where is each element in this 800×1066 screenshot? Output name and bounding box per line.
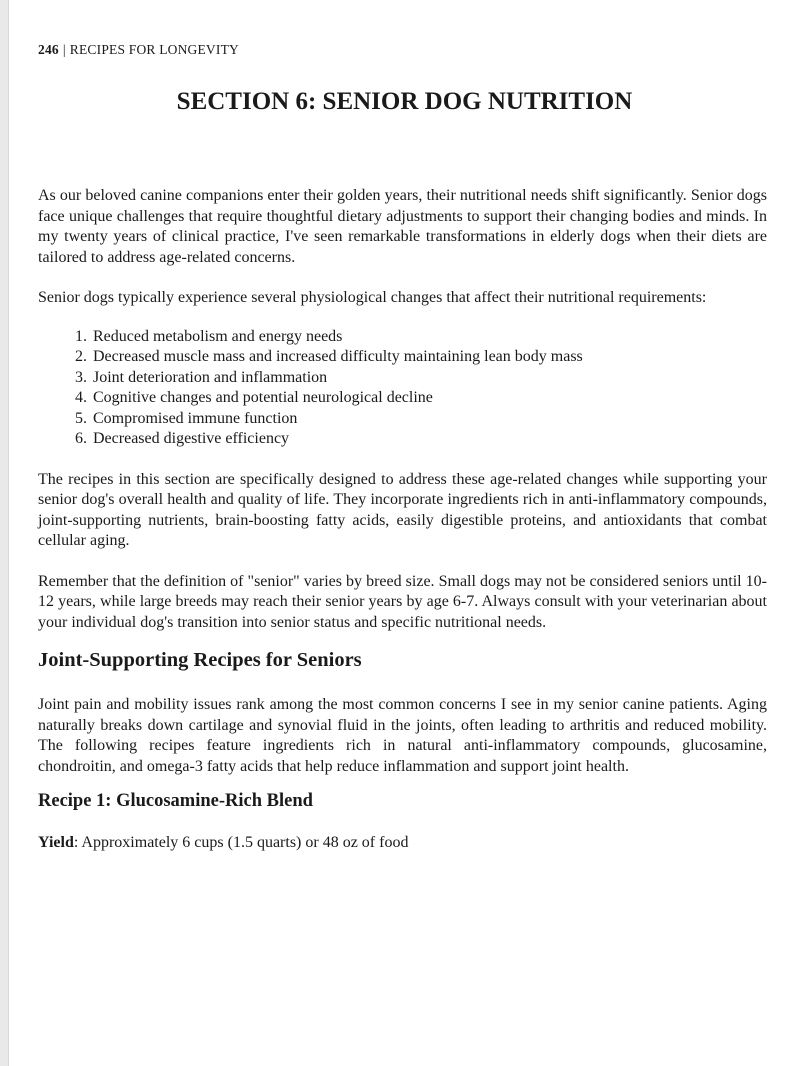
section-title: SECTION 6: SENIOR DOG NUTRITION	[176, 88, 633, 115]
recipe-heading: Recipe 1: Glucosamine-Rich Blend	[38, 791, 313, 811]
intro-paragraph: As our beloved canine companions enter their golden years, their nutritional needs shift significantly. Senior dogs face unique challenges that require thoughtful dietary adjustments to support their changing bodies and minds. In my twenty years of clinical practice, I've seen remarkable transformations in elderly dogs when their diets are tailored to address age-related concerns.	[38, 187, 767, 266]
list-item: 3. Joint deterioration and inflammation	[91, 368, 767, 389]
body-paragraph: The recipes in this section are specifically designed to address these age-related changes while supporting your senior dog's overall health and quality of life. They incorporate ingredients rich in anti-inflammatory compounds, joint-supporting nutrients, brain-boosting fatty acids, easily digestible proteins, and antioxidants that combat cellular aging.	[38, 470, 767, 549]
yield-text: : Approximately 6 cups (1.5 quarts) or 48 oz of food	[73, 834, 409, 851]
subsection-heading: Joint-Supporting Recipes for Seniors	[38, 649, 362, 671]
page-number: 246	[38, 42, 59, 57]
yield-label: Yield	[38, 834, 74, 851]
list-item: 1. Reduced metabolism and energy needs	[91, 327, 767, 348]
list-item: 5. Compromised immune function	[91, 409, 767, 430]
header-separator: |	[62, 42, 66, 57]
list-item: 2. Decreased muscle mass and increased difficulty maintaining lean body mass	[91, 347, 767, 368]
intro-paragraph: Senior dogs typically experience several physiological changes that affect their nutritional requirements:	[38, 289, 707, 306]
list-item: 6. Decreased digestive efficiency	[91, 429, 767, 450]
recipe-yield	[38, 833, 767, 854]
body-paragraph: Remember that the definition of "senior" varies by breed size. Small dogs may not be considered seniors until 10-12 years, while large breeds may reach their senior years by age 6-7. Always consult with your veterinarian about your individual dog's transition into senior status and specific nutritional needs.	[38, 572, 767, 631]
running-header	[38, 42, 239, 58]
list-item: 4. Cognitive changes and potential neurological decline	[91, 388, 767, 409]
page-body	[38, 186, 767, 854]
book-page	[8, 0, 800, 1066]
running-title: RECIPES FOR LONGEVITY	[69, 42, 239, 57]
joint-paragraph: Joint pain and mobility issues rank among the most common concerns I see in my senior canine patients. Aging naturally breaks down cartilage and synovial fluid in the joints, often leading to arthritis and reduced mobility. The following recipes feature ingredients rich in natural anti-inflammatory compounds, glucosamine, chondroitin, and omega-3 fatty acids that help reduce inflammation and support joint health.	[38, 696, 767, 775]
physiological-changes-list	[38, 327, 767, 450]
